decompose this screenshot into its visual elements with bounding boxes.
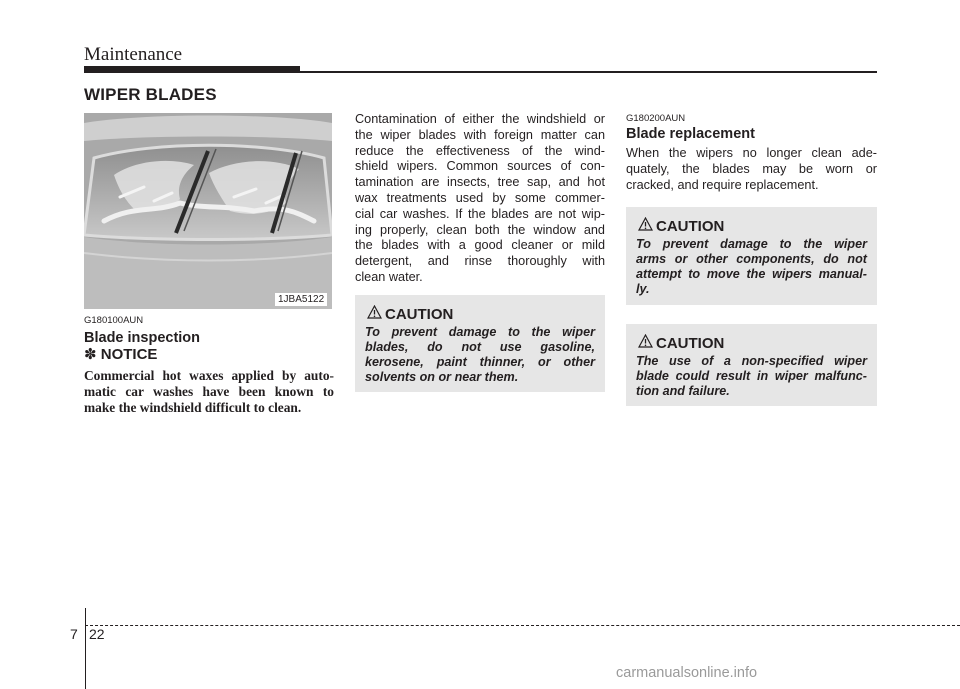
chapter-number: 7 [70,626,78,642]
paragraph-line: cracked, and require replacement. [626,177,819,192]
caution-line: tion and failure. [636,384,730,398]
warning-triangle-icon [367,305,382,319]
notice-text [84,368,334,416]
caution-line: The use of a non-specified wiper [636,354,867,368]
notice-line: matic car washes have been known to [84,384,334,399]
caution-label: CAUTION [385,306,454,323]
notice-label: ✽ NOTICE [84,346,158,363]
paragraph-line: ing properly, clean both the window and [355,222,605,237]
caution-line: kerosene, paint thinner, or other [365,355,595,369]
paragraph-line: cial car washes. If the blades are not wip- [355,206,605,221]
caution-text [636,237,867,297]
notice-line: Commercial hot waxes applied by auto- [84,368,334,383]
paragraph-line: quately, the blades may be worn or [626,161,877,176]
inspection-heading: Blade inspection [84,330,201,346]
header-rule-thin [300,71,877,73]
paragraph-line: When the wipers no longer clean ade- [626,146,877,160]
footer-vertical-rule [85,608,86,689]
paragraph-line: shield wipers. Common sources of con- [355,159,605,174]
caution-line: arms or other components, do not [636,252,867,266]
replacement-paragraph [626,146,877,193]
paragraph-line: detergent, and rinse thoroughly with [355,254,605,269]
windshield-drawing [84,113,332,309]
caution-label: CAUTION [656,335,725,352]
warning-triangle-icon [638,217,653,231]
paragraph-line: Contamination of either the windshield or [355,112,605,126]
paragraph-line: wax treatments used by some commer- [355,190,605,205]
caution-box-non-specified-blade [626,324,877,406]
header-rule-thick [84,66,300,73]
caution-line: ly. [636,282,650,296]
paragraph-line: the blades with a good cleaner or mild [355,238,605,253]
windshield-illustration [84,113,332,309]
caution-text [365,325,595,385]
warning-triangle-icon [638,334,653,348]
caution-line: solvents on or near them. [365,370,519,384]
watermark: carmanualsonline.info [616,665,758,681]
caution-line: blade could result in wiper malfunc- [636,369,867,383]
caution-box-wiper-arms [626,207,877,305]
replacement-heading: Blade replacement [626,126,755,142]
caution-line: To prevent damage to the wiper [365,325,595,339]
contamination-paragraph [355,112,605,286]
replacement-code: G180200AUN [626,113,686,124]
paragraph-line: tamination are insects, tree sap, and hot [355,175,605,190]
caution-line: To prevent damage to the wiper [636,237,867,251]
paragraph-line: the wiper blades with foreign matter can [355,127,605,142]
paragraph-line: clean water. [355,269,423,284]
caution-line: attempt to move the wipers manual- [636,267,867,281]
caution-text [636,354,867,399]
caution-box-solvents [355,295,605,392]
running-header: Maintenance [84,44,183,65]
page-number: 22 [89,626,105,642]
inspection-code: G180100AUN [84,315,144,326]
footer-dashed-rule [85,625,960,626]
notice-line: make the windshield difficult to clean. [84,400,302,415]
image-code: 1JBA5122 [275,293,327,306]
section-title: WIPER BLADES [84,85,217,104]
caution-line: blades, do not use gasoline, [365,340,595,354]
paragraph-line: reduce the effectiveness of the wind- [355,143,605,158]
caution-label: CAUTION [656,218,725,235]
